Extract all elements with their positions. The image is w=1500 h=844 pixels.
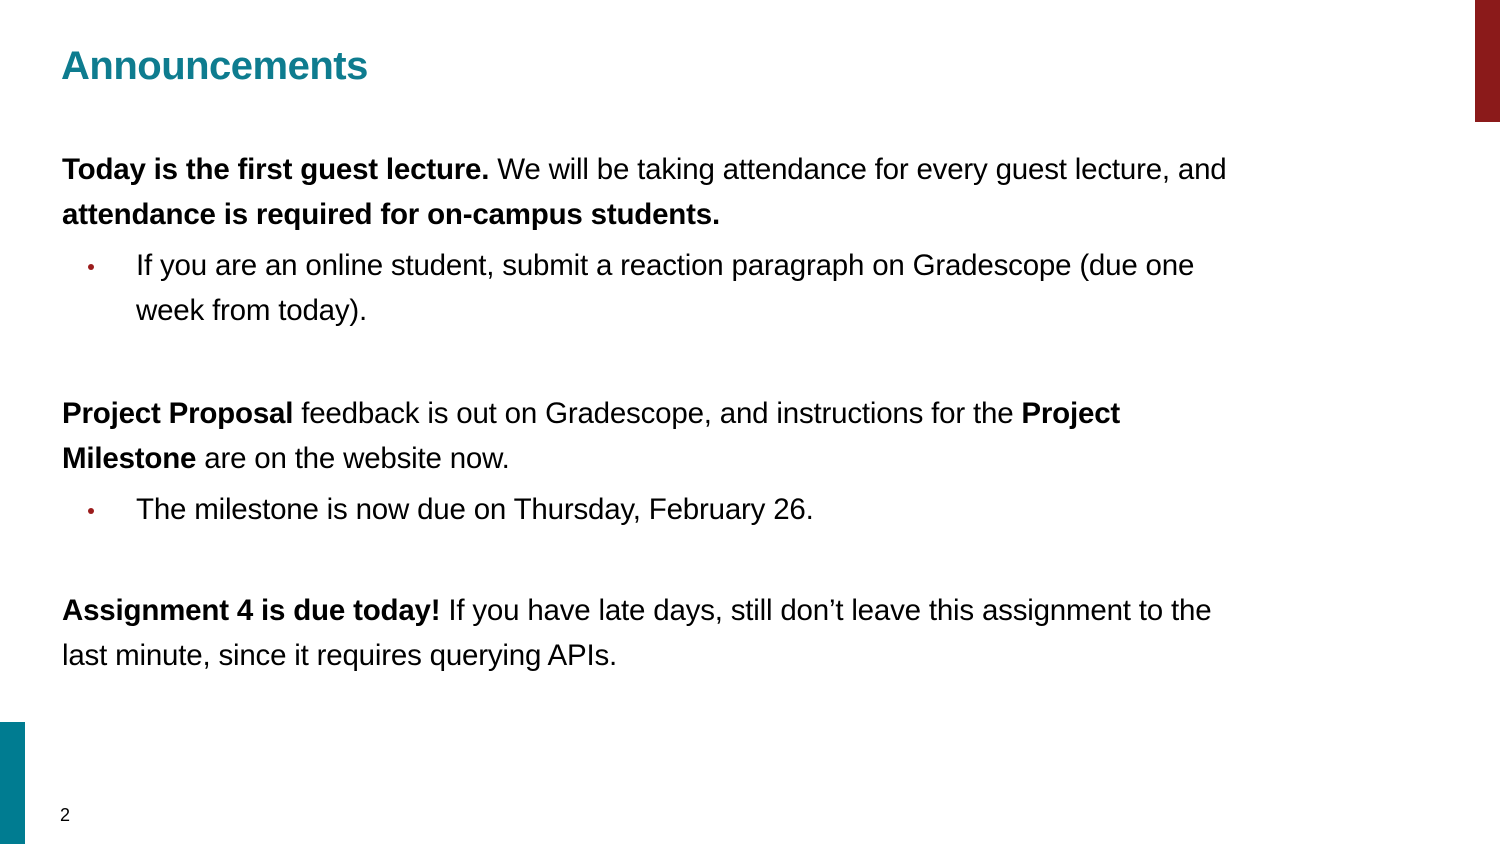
bullet-online-students-line2: week from today). [136, 294, 368, 327]
bold-text: Assignment 4 is due today! [62, 594, 441, 627]
paragraph-guest-lecture-line1 [62, 150, 1227, 190]
text: If you have late days, still don’t leave this assignment to the [440, 594, 1212, 627]
bullet-icon [88, 264, 94, 270]
text: feedback is out on Gradescope, and instructions for the [293, 397, 1022, 430]
paragraph-guest-lecture-line2 [62, 195, 720, 235]
page-number: 2 [60, 805, 71, 825]
paragraph-project-line2 [62, 439, 510, 479]
paragraph-assignment-line2: last minute, since it requires querying APIs. [62, 639, 618, 672]
bullet-online-students-line1: If you are an online student, submit a reaction paragraph on Gradescope (due one [136, 249, 1195, 282]
text: are on the website now. [196, 442, 510, 475]
text: We will be taking attendance for every guest lecture, and [489, 153, 1227, 186]
bold-text: Today is the first guest lecture. [62, 153, 490, 186]
bold-text: Project Proposal [62, 397, 294, 430]
bottom-left-accent-bar [0, 722, 25, 844]
bold-text: attendance is required for on-campus students. [62, 198, 720, 231]
bullet-milestone-due: The milestone is now due on Thursday, February 26. [136, 493, 814, 526]
paragraph-assignment-line1 [62, 591, 1211, 631]
bullet-icon [88, 508, 94, 514]
slide-title: Announcements [61, 44, 368, 88]
paragraph-project-line1 [62, 394, 1120, 434]
bold-text: Milestone [62, 442, 197, 475]
top-right-accent-bar [1475, 0, 1500, 122]
bold-text: Project [1021, 397, 1121, 430]
